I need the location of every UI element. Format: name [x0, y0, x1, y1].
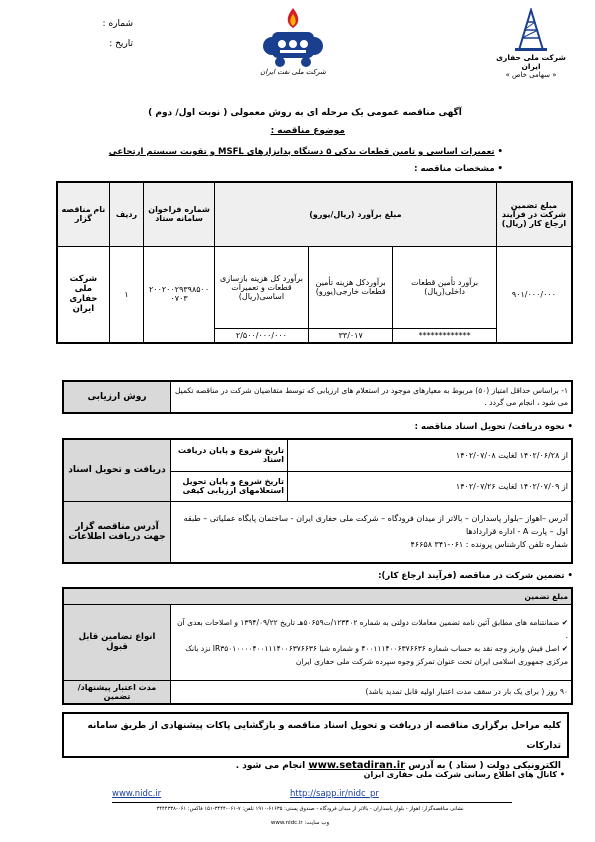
bullet-icon: • [494, 147, 503, 157]
cell-estimate-total-label: برآورد کل هزینه بازسازی قطعات و تعمیرات اساسی(ریال) [214, 246, 308, 328]
guarantee-heading-text: تضمین شرکت در مناقصه (فرآیند ارجاع کار): [378, 571, 565, 581]
channels-label [364, 770, 565, 779]
delivery-heading-text: نحوه دریافت/ تحویل اسناد مناقصه : [414, 422, 565, 432]
footer-address: نشانی مناقصه‌گزار: اهواز - بلوار پاسداران - بالاتر از میدان فرودگاه - صندوق پستی: ۶۱۶۳۵-۱۹۱۰ تلفن: ۷-۰۶۱-۳۴۴۴-۱۵۱ فاکس: ۰۶۱-۳۴۴۴۳۳۸ [156, 806, 464, 812]
types-label: انواع تضامین قابل قبول [63, 604, 171, 680]
delivery-heading [415, 422, 573, 432]
company-name: شرکت ملی حفاری ایران [496, 53, 566, 71]
guarantee-heading [378, 571, 573, 581]
footer-rule [112, 802, 512, 803]
option-2 [174, 642, 568, 668]
th-call-number: شماره فراخوان سامانه ستاد [144, 182, 215, 246]
notice-title: آگهی مناقصه عمومی یک مرحله ای به روش معمولی ( نوبت اول/ دوم ) [148, 108, 462, 118]
setad-link[interactable]: www.setadiran.ir [308, 760, 406, 771]
number-label: شماره : [102, 19, 133, 29]
subject-text-value: تعمیرات اساسی و تامین قطعات یدکی ۵ دستگاه پدابزارهای MSFL و تقویت سیستم ارتجاعی [108, 147, 495, 157]
cell-estimate-foreign-value: ۳۳/۰۱۷ [309, 328, 393, 343]
date-label: تاریخ : [109, 39, 133, 49]
nioc-logo [258, 6, 328, 80]
row2-value: از ۱۴۰۲/۰۷/۰۹ لغایت ۱۴۰۲/۰۷/۲۶ [288, 471, 573, 501]
setad-line-2-end: انجام می شود . [235, 761, 306, 771]
checkmark-icon: ✔ [559, 618, 568, 627]
option-1-text: ضمانتنامه های مطابق آئین نامه تضمین معاملات دولتی به شماره ۱۲۳۴۰۲/ت۵۰۶۵۹هـ تاریخ ۱۳۹۴/۰۹/۲۲ و اصلاحات بعدی آن . [177, 618, 568, 640]
specs-heading [414, 164, 503, 174]
phone-text: شماره تلفن کارشناس پرونده : ۰۶۱-۳۴۱ ۴۶۶۵۸ [410, 540, 568, 550]
cell-estimate-domestic-value: ************* [393, 328, 497, 343]
bullet-icon: • [564, 571, 573, 581]
cell-call-number: ۲۰۰۲۰۰۲۹۳۹۸۵۰۰۰۷۰۳ [144, 246, 215, 343]
option-2-text: اصل فیش واریز وجه نقد به حساب شماره ۴۰۰۱۱۱۴۰۰۶۳۷۶۶۳۶ و شماره شبا IR۳۵۰۱۰۰۰۰۴۰۰۱۱۱۴۰۰۶۳۷۶۶۳۶ نزد بانک مرکزی جمهوری اسلامی ایران تحت عنوان تمرکز وجوه سپرده شرکت ملی حفاری ایران [185, 644, 568, 666]
row1-label: تاریخ شروع و پایان دریافت اسناد [171, 439, 288, 471]
nidc-link[interactable]: www.nidc.ir [112, 789, 162, 799]
bullet-icon: • [494, 164, 503, 174]
cell-guarantee-value: ۹۰۱/۰۰۰/۰۰۰ [496, 246, 572, 343]
receive-label: دریافت و تحویل اسناد [63, 439, 171, 501]
subject-text [109, 147, 503, 157]
th-organizer: نام مناقصه گزار [57, 182, 109, 246]
setad-line-2-start: الکترونیکی دولت ( ستاد ) به آدرس [408, 761, 561, 771]
address-text: آدرس –اهواز –بلوار پاسداران – بالاتر از میدان فرودگاه – شرکت ملی حفاری ایران - ساختمان پایگاه عملیاتی – طبقه اول – پارت A - اداره قراردادها [183, 514, 568, 537]
nioc-caption: شرکت ملی نفت ایران [260, 68, 326, 76]
validity-label: مدت اعتبار پیشنهاد/ تضمین [63, 680, 171, 704]
row1-value: از ۱۴۰۲/۰۶/۲۸ لغایت ۱۴۰۲/۰۷/۰۸ [288, 439, 573, 471]
cell-organizer: شرکت ملی حفاری ایران [57, 246, 109, 343]
evaluation-table [62, 380, 573, 414]
cell-index: ۱ [109, 246, 144, 343]
bullet-icon: • [557, 770, 565, 779]
validity-text: ۹۰ روز ( برای یک بار در سقف مدت اعتبار اولیه قابل تمدید باشد) [171, 680, 573, 704]
row2-label: تاریخ شروع و پایان تحویل استعلامهای ارزیابی کیفی [171, 471, 288, 501]
th-row: ردیف [109, 182, 144, 246]
specs-heading-text: مشخصات مناقصه : [414, 164, 495, 174]
sapp-link[interactable]: http://sapp.ir/nidc_pr [290, 789, 379, 799]
amount-label: مبلغ تضمین [63, 588, 572, 604]
channels-label-text: کانال های اطلاع رسانی شرکت ملی حفاری ایران [363, 770, 558, 779]
guarantee-table [62, 587, 573, 705]
footer-website: وب سایت: www.nidc.ir [270, 820, 330, 826]
evaluation-text: ۱- براساس حداقل امتیاز (۵۰) مربوط به معیارهای موجود در استعلام های ارزیابی که توسط متقاضیان شرکت در مناقصه تکمیل می شود ، انجام می گردد . [171, 381, 573, 413]
th-estimate: مبلغ برآورد (ریال/یورو) [214, 182, 496, 246]
bullet-icon: • [564, 422, 573, 432]
setad-line-1: کلیه مراحل برگزاری مناقصه از دریافت و تحویل اسناد مناقصه و بازگشایی پاکات پیشنهادی از طریق سامانه تدارکات [87, 721, 561, 751]
subject-heading: موضوع مناقصه : [270, 126, 345, 136]
evaluation-label: روش ارزیابی [63, 381, 171, 413]
types-cell [171, 604, 573, 680]
option-1 [174, 616, 568, 642]
cell-estimate-total-value: ۲/۵۰۰/۰۰۰/۰۰۰ [214, 328, 308, 343]
address-label: آدرس مناقصه گزار جهت دریافت اطلاعات [63, 501, 171, 563]
company-sub: « سهامی خاص » [505, 71, 557, 79]
address-cell [171, 501, 573, 563]
nidc-logo [496, 8, 566, 86]
setad-box [62, 712, 569, 771]
cell-estimate-domestic-label: برآورد تأمین قطعات داخلی(ریال) [393, 246, 497, 328]
checkmark-icon: ✔ [559, 644, 568, 653]
th-guarantee: مبلغ تضمین شرکت در فرآیند ارجاع کار (ریال) [496, 182, 572, 246]
delivery-table [62, 438, 573, 564]
spec-table [56, 181, 573, 344]
cell-estimate-foreign-label: برآوردکل هزینه تأمین قطعات خارجی(یورو) [309, 246, 393, 328]
